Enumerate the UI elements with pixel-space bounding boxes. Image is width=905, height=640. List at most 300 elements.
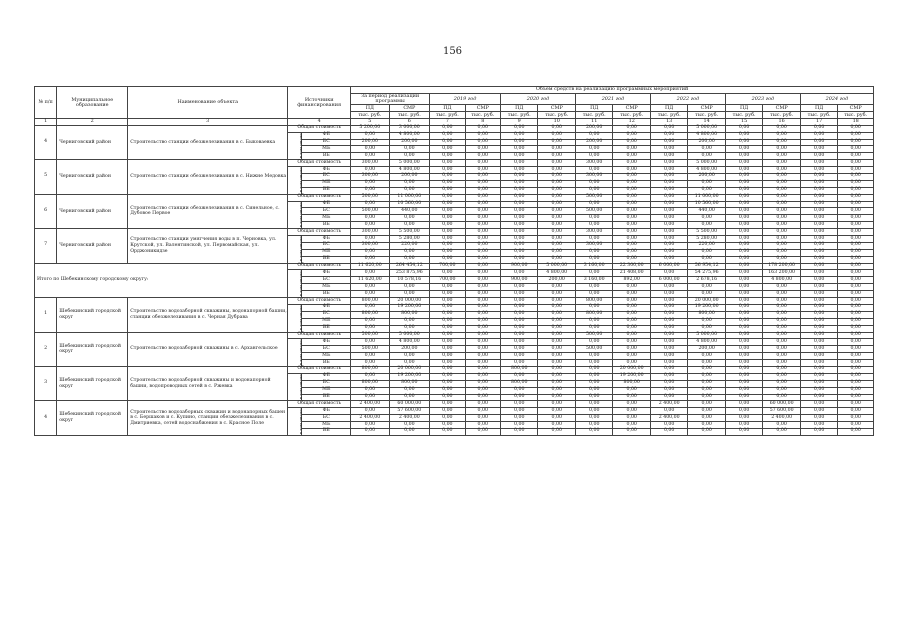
value-cell: 0,00: [501, 146, 538, 153]
value-cell: 0,00: [650, 187, 687, 194]
value-cell: 0,00: [763, 373, 800, 380]
value-cell: 0,00: [465, 229, 500, 236]
value-cell: 0,00: [650, 139, 687, 146]
value-cell: 264 454,12: [389, 263, 430, 270]
value-cell: 0,00: [538, 311, 575, 318]
value-cell: 0,00: [800, 304, 837, 311]
value-cell: 800,00: [351, 311, 390, 318]
value-cell: 0,00: [538, 222, 575, 229]
value-cell: 0,00: [465, 401, 500, 408]
value-cell: 0,00: [465, 291, 500, 298]
year-2020-header: 2020 год: [501, 94, 576, 105]
source-group-text: в том числе:: [298, 166, 304, 193]
value-cell: 0,00: [688, 353, 725, 360]
object-name-cell: Строительство водозаборных скважин и водонапорных башен в с. Бершаков и с. Купино, станции обезжелезивания в с. Дмитриевка, сетей водоснабжения в с. Красное Поле: [128, 401, 288, 435]
value-cell: 0,00: [501, 160, 538, 167]
value-cell: 11 620,00: [351, 263, 390, 270]
source-total-label: Общая стоимость: [288, 229, 351, 236]
value-cell: 0,00: [838, 180, 874, 187]
unit-header: тыс. руб.: [575, 112, 612, 119]
value-cell: 0,00: [538, 422, 575, 429]
value-cell: 500,00: [351, 346, 390, 353]
value-cell: 0,00: [465, 153, 500, 160]
value-cell: 5 200,00: [351, 125, 390, 132]
value-cell: 0,00: [800, 339, 837, 346]
value-cell: 4 800,00: [688, 339, 725, 346]
value-cell: 0,00: [538, 256, 575, 263]
funding-table-wrapper: [34, 86, 874, 436]
value-cell: 0,00: [389, 360, 430, 367]
value-cell: 0,00: [838, 194, 874, 201]
value-cell: 0,00: [613, 160, 650, 167]
value-cell: 0,00: [430, 236, 465, 243]
value-cell: 163 200,00: [763, 270, 800, 277]
value-cell: 0,00: [725, 167, 762, 174]
source-label-fb: ФБ: [302, 339, 351, 346]
value-cell: 0,00: [800, 201, 837, 208]
value-cell: 0,00: [800, 187, 837, 194]
value-cell: 0,00: [838, 360, 874, 367]
sub-header-pd: ПД: [800, 105, 837, 112]
table-row: [35, 160, 874, 167]
value-cell: 0,00: [800, 311, 837, 318]
value-cell: 0,00: [613, 353, 650, 360]
value-cell: 0,00: [838, 373, 874, 380]
value-cell: 0,00: [613, 208, 650, 215]
value-cell: 0,00: [465, 415, 500, 422]
row-number: 4: [35, 125, 57, 159]
value-cell: 0,00: [351, 236, 390, 243]
value-cell: 0,00: [650, 270, 687, 277]
value-cell: 0,00: [389, 284, 430, 291]
value-cell: 0,00: [725, 194, 762, 201]
value-cell: 0,00: [501, 249, 538, 256]
column-number: 12: [613, 119, 650, 126]
value-cell: 0,00: [800, 180, 837, 187]
value-cell: 0,00: [501, 325, 538, 332]
value-cell: 900,00: [501, 277, 538, 284]
column-number: 8: [465, 119, 500, 126]
value-cell: 0,00: [538, 125, 575, 132]
column-number: 15: [725, 119, 762, 126]
value-cell: 5 000,00: [389, 160, 430, 167]
value-cell: 11 000,00: [688, 194, 725, 201]
value-cell: 0,00: [538, 229, 575, 236]
value-cell: 0,00: [688, 325, 725, 332]
source-label-mb: МБ: [302, 180, 351, 187]
value-cell: 0,00: [725, 222, 762, 229]
value-cell: 0,00: [613, 415, 650, 422]
value-cell: 0,00: [763, 249, 800, 256]
value-cell: 0,00: [430, 394, 465, 401]
municipality-cell: Черниговский район: [57, 229, 128, 263]
value-cell: 0,00: [465, 167, 500, 174]
value-cell: 0,00: [800, 387, 837, 394]
value-cell: 11 000,00: [389, 194, 430, 201]
value-cell: 0,00: [538, 242, 575, 249]
source-group-text: в том числе:: [298, 407, 304, 434]
value-cell: 0,00: [838, 201, 874, 208]
value-cell: 19 200,00: [688, 304, 725, 311]
value-cell: 0,00: [688, 284, 725, 291]
source-label-mb: МБ: [302, 215, 351, 222]
value-cell: 0,00: [501, 387, 538, 394]
value-cell: 253 875,96: [389, 270, 430, 277]
value-cell: 0,00: [800, 408, 837, 415]
column-number: 3: [128, 119, 288, 126]
sub-header-smr: СМР: [838, 105, 874, 112]
value-cell: 0,00: [688, 256, 725, 263]
value-cell: 0,00: [613, 311, 650, 318]
value-cell: 0,00: [575, 180, 612, 187]
value-cell: 0,00: [501, 318, 538, 325]
value-cell: 0,00: [501, 284, 538, 291]
value-cell: 0,00: [650, 236, 687, 243]
source-total-label: Общая стоимость: [288, 125, 351, 132]
value-cell: 0,00: [389, 180, 430, 187]
value-cell: 0,00: [613, 236, 650, 243]
source-label-vb: ВБ: [302, 187, 351, 194]
value-cell: 0,00: [465, 284, 500, 291]
value-cell: 0,00: [800, 215, 837, 222]
value-cell: 0,00: [465, 380, 500, 387]
value-cell: 0,00: [465, 146, 500, 153]
value-cell: 0,00: [430, 146, 465, 153]
row-number: 6: [35, 194, 57, 228]
value-cell: 0,00: [725, 318, 762, 325]
value-cell: 0,00: [538, 380, 575, 387]
value-cell: 0,00: [763, 146, 800, 153]
table-row: [35, 263, 874, 270]
value-cell: 300,00: [575, 160, 612, 167]
value-cell: 0,00: [725, 339, 762, 346]
value-cell: 0,00: [430, 366, 465, 373]
value-cell: 0,00: [800, 194, 837, 201]
value-cell: 10 560,00: [688, 201, 725, 208]
value-cell: 0,00: [389, 153, 430, 160]
value-cell: 0,00: [613, 146, 650, 153]
value-cell: 0,00: [501, 167, 538, 174]
sub-header-pd: ПД: [725, 105, 762, 112]
table-row: [35, 332, 874, 339]
value-cell: 10 578,16: [389, 277, 430, 284]
value-cell: 0,00: [800, 332, 837, 339]
value-cell: 0,00: [613, 194, 650, 201]
value-cell: 5 000,00: [688, 125, 725, 132]
value-cell: 0,00: [838, 160, 874, 167]
value-cell: 0,00: [725, 125, 762, 132]
value-cell: 0,00: [838, 187, 874, 194]
value-cell: 0,00: [725, 311, 762, 318]
value-cell: 0,00: [650, 146, 687, 153]
value-cell: 0,00: [575, 373, 612, 380]
value-cell: 800,00: [389, 380, 430, 387]
value-cell: 0,00: [538, 187, 575, 194]
value-cell: 0,00: [538, 291, 575, 298]
value-cell: 0,00: [650, 353, 687, 360]
value-cell: 0,00: [351, 153, 390, 160]
value-cell: 5 500,00: [688, 229, 725, 236]
value-cell: 0,00: [538, 394, 575, 401]
value-cell: 200,00: [575, 139, 612, 146]
value-cell: 0,00: [465, 408, 500, 415]
municipality-cell: Шебекинский городской округ: [57, 401, 128, 435]
sub-header-pd: ПД: [650, 105, 687, 112]
value-cell: 0,00: [650, 291, 687, 298]
value-cell: 0,00: [650, 160, 687, 167]
value-cell: 0,00: [763, 215, 800, 222]
value-cell: 19 200,00: [613, 373, 650, 380]
value-cell: 4 800,00: [763, 277, 800, 284]
value-cell: 0,00: [838, 401, 874, 408]
value-cell: 0,00: [430, 346, 465, 353]
value-cell: 0,00: [800, 428, 837, 435]
unit-header: тыс. руб.: [538, 112, 575, 119]
value-cell: 0,00: [725, 394, 762, 401]
value-cell: 0,00: [501, 353, 538, 360]
value-cell: 0,00: [613, 325, 650, 332]
value-cell: 0,00: [763, 167, 800, 174]
value-cell: 0,00: [613, 291, 650, 298]
row-number: 1: [35, 298, 57, 332]
value-cell: 0,00: [763, 208, 800, 215]
value-cell: 0,00: [430, 373, 465, 380]
unit-header: тыс. руб.: [613, 112, 650, 119]
value-cell: 0,00: [650, 332, 687, 339]
value-cell: 0,00: [763, 394, 800, 401]
value-cell: 0,00: [465, 318, 500, 325]
value-cell: 0,00: [465, 201, 500, 208]
value-cell: 0,00: [800, 249, 837, 256]
value-cell: 0,00: [538, 332, 575, 339]
value-cell: 0,00: [501, 415, 538, 422]
value-cell: 0,00: [613, 125, 650, 132]
value-cell: 0,00: [838, 346, 874, 353]
value-cell: 0,00: [800, 242, 837, 249]
value-cell: 0,00: [501, 270, 538, 277]
value-cell: 0,00: [430, 201, 465, 208]
table-row: [35, 401, 874, 408]
source-label-vb: ВБ: [302, 291, 351, 298]
value-cell: 0,00: [465, 304, 500, 311]
value-cell: 54 275,96: [688, 270, 725, 277]
column-number: 1: [35, 119, 57, 126]
funding-table: [34, 86, 874, 436]
value-cell: 0,00: [430, 249, 465, 256]
value-cell: 0,00: [725, 284, 762, 291]
value-cell: 0,00: [763, 229, 800, 236]
value-cell: 0,00: [838, 332, 874, 339]
value-cell: 0,00: [688, 401, 725, 408]
value-cell: 21 408,00: [613, 270, 650, 277]
source-group-label: [288, 167, 302, 195]
value-cell: 0,00: [575, 408, 612, 415]
value-cell: 0,00: [351, 270, 390, 277]
value-cell: 2 400,00: [650, 401, 687, 408]
value-cell: 4 800,00: [389, 339, 430, 346]
source-total-label: Общая стоимость: [288, 332, 351, 339]
value-cell: 0,00: [575, 415, 612, 422]
unit-header: тыс. руб.: [650, 112, 687, 119]
value-cell: 0,00: [838, 256, 874, 263]
unit-header: тыс. руб.: [465, 112, 500, 119]
value-cell: 0,00: [800, 146, 837, 153]
value-cell: 0,00: [465, 174, 500, 181]
value-cell: 0,00: [575, 380, 612, 387]
value-cell: 0,00: [763, 125, 800, 132]
sub-header-smr: СМР: [613, 105, 650, 112]
value-cell: 0,00: [430, 428, 465, 435]
value-cell: 0,00: [575, 256, 612, 263]
value-cell: 0,00: [575, 387, 612, 394]
value-cell: 0,00: [575, 215, 612, 222]
value-cell: 0,00: [688, 215, 725, 222]
value-cell: 900,00: [501, 263, 538, 270]
value-cell: 0,00: [800, 208, 837, 215]
value-cell: 0,00: [800, 415, 837, 422]
value-cell: 0,00: [575, 401, 612, 408]
value-cell: 0,00: [650, 346, 687, 353]
value-cell: 0,00: [800, 256, 837, 263]
value-cell: 0,00: [800, 270, 837, 277]
source-group-text: в том числе:: [298, 235, 304, 262]
unit-header: тыс. руб.: [838, 112, 874, 119]
value-cell: 0,00: [725, 146, 762, 153]
source-group-text: в том числе:: [298, 304, 304, 331]
value-cell: 0,00: [430, 242, 465, 249]
value-cell: 800,00: [688, 311, 725, 318]
value-cell: 0,00: [575, 187, 612, 194]
value-cell: 0,00: [725, 270, 762, 277]
value-cell: 0,00: [725, 215, 762, 222]
value-cell: 300,00: [351, 160, 390, 167]
value-cell: 0,00: [430, 291, 465, 298]
value-cell: 0,00: [725, 415, 762, 422]
value-cell: 0,00: [501, 201, 538, 208]
value-cell: 0,00: [838, 304, 874, 311]
value-cell: 0,00: [613, 401, 650, 408]
value-cell: 0,00: [800, 366, 837, 373]
value-cell: 2 400,00: [389, 415, 430, 422]
value-cell: 0,00: [838, 125, 874, 132]
value-cell: 0,00: [538, 132, 575, 139]
source-label-mb: МБ: [302, 353, 351, 360]
unit-header: тыс. руб.: [688, 112, 725, 119]
value-cell: 0,00: [650, 194, 687, 201]
value-cell: 0,00: [389, 222, 430, 229]
value-cell: 0,00: [650, 242, 687, 249]
value-cell: 0,00: [800, 373, 837, 380]
value-cell: 0,00: [575, 153, 612, 160]
value-cell: 0,00: [725, 380, 762, 387]
value-cell: 0,00: [763, 366, 800, 373]
source-label-bs: БС: [302, 208, 351, 215]
value-cell: 0,00: [465, 311, 500, 318]
unit-header: тыс. руб.: [501, 112, 538, 119]
value-cell: 0,00: [351, 318, 390, 325]
value-cell: 0,00: [838, 208, 874, 215]
value-cell: 0,00: [725, 422, 762, 429]
value-cell: 0,00: [538, 366, 575, 373]
value-cell: 0,00: [430, 304, 465, 311]
value-cell: 0,00: [465, 160, 500, 167]
source-label-bs: БС: [302, 139, 351, 146]
value-cell: 0,00: [650, 256, 687, 263]
source-group-label: [288, 373, 302, 401]
value-cell: 0,00: [501, 236, 538, 243]
value-cell: 0,00: [725, 277, 762, 284]
source-label-fb: ФБ: [302, 270, 351, 277]
value-cell: 500,00: [575, 194, 612, 201]
value-cell: 0,00: [838, 284, 874, 291]
value-cell: 0,00: [688, 187, 725, 194]
value-cell: 0,00: [725, 160, 762, 167]
value-cell: 200,00: [688, 346, 725, 353]
value-cell: 0,00: [538, 428, 575, 435]
value-cell: 0,00: [465, 387, 500, 394]
value-cell: 0,00: [389, 325, 430, 332]
value-cell: 0,00: [430, 401, 465, 408]
value-cell: 0,00: [650, 318, 687, 325]
value-cell: 6 000,00: [650, 263, 687, 270]
value-cell: 4 800,00: [389, 132, 430, 139]
value-cell: 0,00: [838, 132, 874, 139]
source-label-fb: ФБ: [302, 304, 351, 311]
value-cell: 0,00: [465, 270, 500, 277]
value-cell: 0,00: [575, 284, 612, 291]
municipality-cell: Шебекинский городской округ: [57, 332, 128, 366]
source-label-fb: ФБ: [302, 373, 351, 380]
value-cell: 0,00: [538, 353, 575, 360]
value-cell: 0,00: [538, 339, 575, 346]
value-cell: 0,00: [763, 222, 800, 229]
value-cell: 0,00: [465, 394, 500, 401]
value-cell: 0,00: [351, 304, 390, 311]
value-cell: 500,00: [575, 208, 612, 215]
value-cell: 0,00: [838, 422, 874, 429]
value-cell: 0,00: [800, 325, 837, 332]
value-cell: 0,00: [763, 311, 800, 318]
value-cell: 0,00: [763, 325, 800, 332]
value-cell: 0,00: [763, 174, 800, 181]
value-cell: 0,00: [688, 422, 725, 429]
value-cell: 178 200,00: [763, 263, 800, 270]
value-cell: 0,00: [575, 236, 612, 243]
value-cell: 0,00: [430, 360, 465, 367]
value-cell: 0,00: [430, 139, 465, 146]
value-cell: 0,00: [501, 394, 538, 401]
value-cell: 0,00: [838, 277, 874, 284]
value-cell: 0,00: [465, 360, 500, 367]
value-cell: 0,00: [725, 332, 762, 339]
value-cell: 0,00: [838, 339, 874, 346]
value-cell: 0,00: [430, 132, 465, 139]
row-number: 4: [35, 401, 57, 435]
value-cell: 0,00: [501, 229, 538, 236]
value-cell: 0,00: [838, 167, 874, 174]
value-cell: 0,00: [763, 180, 800, 187]
value-cell: 0,00: [575, 394, 612, 401]
value-cell: 0,00: [800, 160, 837, 167]
sub-header-smr: СМР: [465, 105, 500, 112]
value-cell: 0,00: [501, 125, 538, 132]
value-cell: 0,00: [575, 366, 612, 373]
value-cell: 0,00: [465, 263, 500, 270]
value-cell: 0,00: [389, 215, 430, 222]
value-cell: 0,00: [465, 242, 500, 249]
value-cell: 0,00: [613, 339, 650, 346]
value-cell: 0,00: [838, 353, 874, 360]
